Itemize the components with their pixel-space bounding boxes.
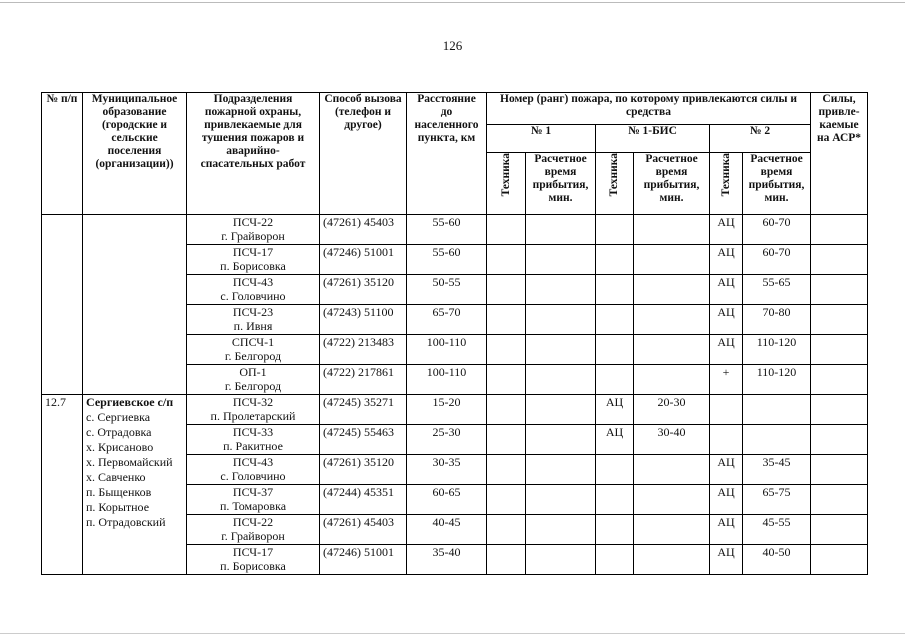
tech-2-cell: АЦ — [710, 215, 743, 245]
tech-1-cell — [487, 515, 526, 545]
header-units: Подразделения пожарной охраны, привлекаемые для тушения пожаров и аварийно-спасательных работ — [187, 93, 320, 215]
tech-1b-cell — [596, 245, 634, 275]
time-2-cell: 35-45 — [743, 455, 811, 485]
time-1b-cell — [634, 335, 710, 365]
settlement-item: х. Первомайский — [86, 455, 173, 469]
unit-cell — [187, 515, 320, 545]
time-1-cell — [526, 365, 596, 395]
unit-location: п. Пролетарский — [210, 409, 296, 423]
distance-cell: 50-55 — [407, 275, 487, 305]
tech-1b-cell — [596, 515, 634, 545]
unit-name: ПСЧ-22 — [232, 515, 274, 529]
header-distance: Расстояние до населенного пункта, км — [407, 93, 487, 215]
asr-cell — [811, 455, 868, 485]
time-1-cell — [526, 455, 596, 485]
tech-1-cell — [487, 425, 526, 455]
tech-1b-cell — [596, 215, 634, 245]
settlement-item: п. Быщенков — [86, 485, 152, 499]
phone-cell: (47245) 35271 — [320, 395, 407, 425]
tech-1b-cell — [596, 365, 634, 395]
unit-name: ПСЧ-43 — [232, 275, 274, 289]
phone-cell: (47261) 45403 — [320, 215, 407, 245]
tech-1-cell — [487, 305, 526, 335]
unit-name: СПСЧ-1 — [231, 335, 275, 349]
time-2-cell — [743, 395, 811, 425]
asr-cell — [811, 215, 868, 245]
time-1-cell — [526, 275, 596, 305]
time-1b-cell — [634, 215, 710, 245]
time-1b-cell — [634, 485, 710, 515]
unit-cell — [187, 365, 320, 395]
time-2-cell: 60-70 — [743, 215, 811, 245]
time-2-cell: 70-80 — [743, 305, 811, 335]
scan-top-edge — [0, 2, 905, 3]
asr-cell — [811, 515, 868, 545]
header-tech-1b: Техника — [608, 153, 620, 197]
phone-cell: (47246) 51001 — [320, 245, 407, 275]
municipality-title: Сергиевское с/п — [86, 395, 174, 409]
time-1b-cell — [634, 305, 710, 335]
unit-location: г. Белгород — [224, 379, 282, 393]
settlement-item: х. Савченко — [86, 470, 146, 484]
time-1-cell — [526, 545, 596, 575]
unit-cell — [187, 425, 320, 455]
unit-cell — [187, 545, 320, 575]
tech-1-cell — [487, 485, 526, 515]
phone-cell: (47261) 35120 — [320, 455, 407, 485]
tech-2-cell: АЦ — [710, 485, 743, 515]
header-asr: Силы, привле-каемые на АСР* — [811, 93, 868, 215]
unit-location: п. Борисовка — [220, 559, 286, 573]
distance-cell: 65-70 — [407, 305, 487, 335]
time-2-cell — [743, 425, 811, 455]
distance-cell: 30-35 — [407, 455, 487, 485]
time-1-cell — [526, 485, 596, 515]
time-1-cell — [526, 215, 596, 245]
asr-cell — [811, 305, 868, 335]
unit-name: ПСЧ-22 — [232, 215, 274, 229]
municipality-cell — [83, 395, 187, 575]
header-time-1b: Расчетное время прибытия, мин. — [634, 153, 710, 215]
distance-cell: 60-65 — [407, 485, 487, 515]
unit-cell — [187, 455, 320, 485]
asr-cell — [811, 365, 868, 395]
distance-cell: 55-60 — [407, 215, 487, 245]
time-2-cell: 60-70 — [743, 245, 811, 275]
unit-location: п. Ивня — [233, 319, 273, 333]
time-2-cell: 45-55 — [743, 515, 811, 545]
tech-1b-cell: АЦ — [596, 395, 634, 425]
phone-cell: (47244) 45351 — [320, 485, 407, 515]
unit-location: г. Грайворон — [221, 229, 285, 243]
unit-cell — [187, 245, 320, 275]
tech-1-cell — [487, 275, 526, 305]
tech-1b-cell — [596, 455, 634, 485]
unit-cell — [187, 335, 320, 365]
row-number-cell — [42, 215, 83, 395]
tech-1-cell — [487, 395, 526, 425]
unit-cell — [187, 215, 320, 245]
phone-cell: (47246) 51001 — [320, 545, 407, 575]
header-fire-rank: Номер (ранг) пожара, по которому привлекаются силы и средства — [487, 93, 811, 125]
unit-name: ПСЧ-17 — [232, 545, 274, 559]
phone-cell: (47261) 45403 — [320, 515, 407, 545]
asr-cell — [811, 245, 868, 275]
time-1-cell — [526, 245, 596, 275]
tech-2-cell: АЦ — [710, 305, 743, 335]
tech-1b-cell: АЦ — [596, 425, 634, 455]
time-1b-cell: 30-40 — [634, 425, 710, 455]
tech-2-cell: АЦ — [710, 545, 743, 575]
settlement-item: п. Корытное — [86, 500, 150, 514]
table-row — [42, 215, 868, 245]
header-time-1: Расчетное время прибытия, мин. — [526, 153, 596, 215]
unit-location: с. Головчино — [220, 289, 286, 303]
page-number: 126 — [442, 38, 463, 53]
tech-1b-cell — [596, 335, 634, 365]
header-tech-2: Техника — [719, 153, 732, 197]
time-1b-cell: 20-30 — [634, 395, 710, 425]
asr-cell — [811, 425, 868, 455]
tech-1-cell — [487, 245, 526, 275]
time-1b-cell — [634, 365, 710, 395]
distance-cell: 100-110 — [407, 335, 487, 365]
phone-cell: (4722) 213483 — [320, 335, 407, 365]
tech-1-cell — [487, 365, 526, 395]
fire-units-table — [41, 92, 868, 575]
phone-cell: (47243) 51100 — [320, 305, 407, 335]
time-2-cell: 65-75 — [743, 485, 811, 515]
tech-2-cell — [710, 425, 743, 455]
row-number-cell: 12.7 — [42, 395, 83, 575]
tech-2-cell: АЦ — [710, 515, 743, 545]
time-2-cell: 110-120 — [743, 335, 811, 365]
tech-1b-cell — [596, 485, 634, 515]
time-1-cell — [526, 395, 596, 425]
time-1b-cell — [634, 545, 710, 575]
unit-name: ПСЧ-33 — [232, 425, 274, 439]
time-1-cell — [526, 335, 596, 365]
unit-cell — [187, 395, 320, 425]
tech-1b-cell — [596, 305, 634, 335]
time-1b-cell — [634, 245, 710, 275]
unit-name: ПСЧ-37 — [232, 485, 274, 499]
unit-location: п. Ракитное — [223, 439, 283, 453]
distance-cell: 55-60 — [407, 245, 487, 275]
settlement-item: х. Крисаново — [86, 440, 154, 454]
distance-cell: 25-30 — [407, 425, 487, 455]
time-1-cell — [526, 515, 596, 545]
municipality-cell — [83, 215, 187, 395]
time-2-cell: 110-120 — [743, 365, 811, 395]
distance-cell: 40-45 — [407, 515, 487, 545]
unit-name: ОП-1 — [239, 365, 267, 379]
asr-cell — [811, 395, 868, 425]
unit-name: ПСЧ-17 — [232, 245, 274, 259]
unit-location: п. Томаровка — [219, 499, 287, 513]
table-row — [42, 395, 868, 425]
asr-cell — [811, 335, 868, 365]
distance-cell: 35-40 — [407, 545, 487, 575]
time-2-cell: 55-65 — [743, 275, 811, 305]
phone-cell: (47245) 55463 — [320, 425, 407, 455]
header-call-method: Способ вызова (телефон и другое) — [320, 93, 407, 215]
tech-2-cell — [710, 395, 743, 425]
unit-location: г. Грайворон — [221, 529, 285, 543]
unit-cell — [187, 485, 320, 515]
tech-1-cell — [487, 335, 526, 365]
tech-1-cell — [487, 455, 526, 485]
tech-1-cell — [487, 545, 526, 575]
time-1b-cell — [634, 275, 710, 305]
asr-cell — [811, 275, 868, 305]
unit-location: г. Белгород — [224, 349, 282, 363]
settlement-item: с. Сергиевка — [86, 410, 151, 424]
header-rank-1-bis: № 1-БИС — [596, 125, 710, 153]
unit-name: ПСЧ-43 — [232, 455, 274, 469]
unit-location: с. Головчино — [220, 469, 286, 483]
asr-cell — [811, 545, 868, 575]
settlement-item: с. Отрадовка — [86, 425, 152, 439]
header-tech-1: Техника — [499, 153, 512, 197]
phone-cell: (47261) 35120 — [320, 275, 407, 305]
tech-1-cell — [487, 215, 526, 245]
time-1b-cell — [634, 515, 710, 545]
tech-1b-cell — [596, 545, 634, 575]
tech-2-cell: АЦ — [710, 455, 743, 485]
header-num: № п/п — [42, 93, 83, 215]
time-1-cell — [526, 305, 596, 335]
tech-2-cell: АЦ — [710, 245, 743, 275]
unit-name: ПСЧ-23 — [232, 305, 274, 319]
phone-cell: (4722) 217861 — [320, 365, 407, 395]
tech-1b-cell — [596, 275, 634, 305]
time-1-cell — [526, 425, 596, 455]
time-2-cell: 40-50 — [743, 545, 811, 575]
header-time-2: Расчетное время прибытия, мин. — [743, 153, 811, 215]
distance-cell: 15-20 — [407, 395, 487, 425]
asr-cell — [811, 485, 868, 515]
tech-2-cell: АЦ — [710, 335, 743, 365]
settlement-item: п. Отрадовский — [86, 515, 166, 529]
header-municipality: Муниципальное образование (городские и сельские поселения (организации)) — [83, 93, 187, 215]
unit-name: ПСЧ-32 — [232, 395, 274, 409]
header-rank-2: № 2 — [710, 125, 811, 153]
time-1b-cell — [634, 455, 710, 485]
tech-2-cell: АЦ — [710, 275, 743, 305]
scan-bottom-edge — [0, 633, 905, 634]
header-rank-1: № 1 — [487, 125, 596, 153]
unit-location: п. Борисовка — [220, 259, 286, 273]
tech-2-cell: + — [710, 365, 743, 395]
distance-cell: 100-110 — [407, 365, 487, 395]
unit-cell — [187, 305, 320, 335]
unit-cell — [187, 275, 320, 305]
